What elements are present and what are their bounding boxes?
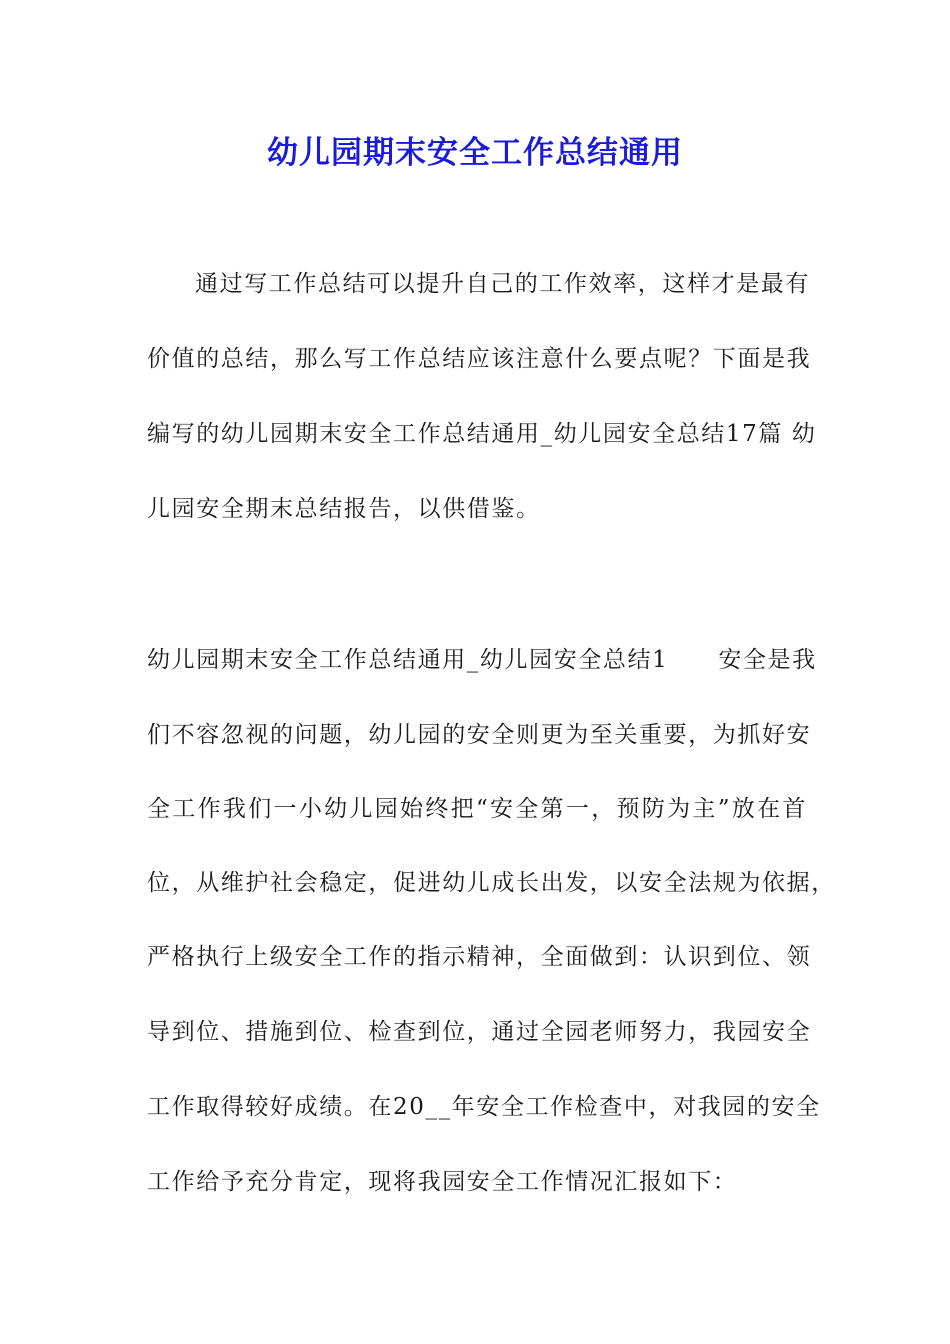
intro-line-3: 编写的幼儿园期末安全工作总结通用_幼儿园安全总结17篇 幼 (147, 421, 817, 447)
section-1-first-line-tail: 安全是我 (718, 647, 817, 673)
intro-line-4: 儿园安全期末总结报告，以供借鉴。 (147, 496, 541, 522)
section-1-line-7: 工作取得较好成绩。在20__年安全工作检查中，对我园的安全 (147, 1094, 821, 1120)
intro-line-2: 价值的总结，那么写工作总结应该注意什么要点呢？下面是我 (147, 346, 812, 372)
section-1-line-2: 们不容忽视的问题，幼儿园的安全则更为至关重要，为抓好安 (147, 722, 812, 748)
section-1-line-5: 严格执行上级安全工作的指示精神，全面做到：认识到位、领 (147, 944, 812, 970)
section-1-line-3: 全工作我们一小幼儿园始终把“安全第一，预防为主”放在首 (147, 796, 807, 822)
section-1-heading: 幼儿园期末安全工作总结通用_幼儿园安全总结1 (147, 647, 669, 673)
section-1-line-8: 工作给予充分肯定，现将我园安全工作情况汇报如下： (147, 1169, 738, 1195)
intro-line-1: 通过写工作总结可以提升自己的工作效率，这样才是最有 (195, 271, 810, 297)
document-title: 幼儿园期末安全工作总结通用 (267, 135, 683, 171)
section-1-line-4: 位，从维护社会稳定，促进幼儿成长出发，以安全法规为依据， (147, 870, 836, 896)
section-1-line-6: 导到位、措施到位、检查到位，通过全园老师努力，我园安全 (147, 1019, 812, 1045)
section-1-first-line (147, 640, 817, 680)
